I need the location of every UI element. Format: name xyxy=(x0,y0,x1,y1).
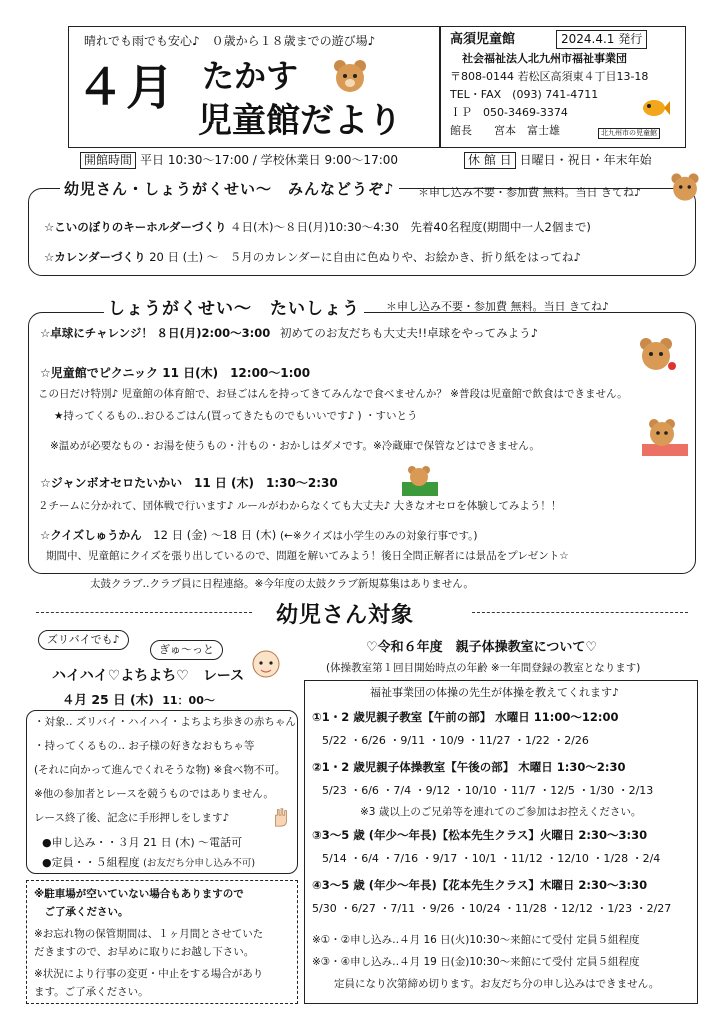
s1-row1-text: ４日(木)～８日(月)10:30～4:30 先着40名程度(期間中一人2個まで) xyxy=(230,220,591,234)
e2-line3: ※温めが必要なもの・お湯を使うもの・汁もの・おかしはダメです。※冷蔵庫で保管などはできません。 xyxy=(50,440,540,452)
section3-divider-left xyxy=(36,612,252,613)
org-name: 高須児童館 xyxy=(450,32,516,47)
operator: 社会福祉法人北九州市福祉事業団 xyxy=(462,52,627,65)
othello-bear-icon xyxy=(400,462,440,498)
closed-label: 休 館 日 xyxy=(464,152,516,169)
gym-sub: (体操教室第１回目開始時点の年齢 ※一年間登録の教室となります) xyxy=(326,662,641,674)
e4-row xyxy=(40,528,478,543)
e4-time: 12 日 (金) ～18 日 (木) xyxy=(153,528,277,542)
gym-apply2: ※③・④申し込み‥４月 19 日(金)10:30～来館にて受付 定員５組程度 xyxy=(312,956,640,968)
race-datetime xyxy=(62,692,215,708)
c2-dates: 5/23 ・6/6 ・7/4 ・9/12 ・10/10 ・11/7 ・12/5 ・1/30 ・2/13 xyxy=(322,784,654,797)
section2-note: ＊申し込み不要・参加費 無料。当日 きてね♪ xyxy=(386,300,610,313)
e1-text: 初めてのお友だちも大丈夫!!卓球をやってみよう♪ xyxy=(279,326,538,340)
race-line-2: (それに向かって進んでくれそうな物) ※食べ物不可。 xyxy=(34,764,286,776)
c2-note: ※3 歳以上のご兄弟等を連れてのご参加はお控えください。 xyxy=(360,806,642,818)
c4-dates: 5/30 ・6/27 ・7/11 ・9/26 ・10/24 ・11/28 ・12/12 ・1/23 ・2/27 xyxy=(312,902,672,915)
director: 館長 宮本 富士雄 xyxy=(450,124,560,137)
e4-title: ☆クイズしゅうかん xyxy=(40,528,142,542)
e3-title: ☆ジャンボオセロたいかい xyxy=(40,476,183,490)
gym-intro: 福祉事業団の体操の先生が体操を教えてくれます♪ xyxy=(370,686,620,699)
gym-title: ♡令和６年度 親子体操教室について♡ xyxy=(366,640,598,655)
race-cap-row xyxy=(42,856,255,870)
e2-row xyxy=(40,366,310,381)
c4-title: ④3～5 歳 (年少～年長)【花本先生クラス】木曜日 2:30～3:30 xyxy=(312,878,648,892)
c1-dates: 5/22 ・6/26 ・9/11 ・10/9 ・11/27 ・1/22 ・2/26 xyxy=(322,734,589,747)
gym-apply1: ※①・②申し込み‥４月 16 日(火)10:30～来館にて受付 定員５組程度 xyxy=(312,934,640,946)
s1-row1 xyxy=(44,220,591,234)
section3-divider-right xyxy=(472,612,688,613)
section1-title: 幼児さん・しょうがくせい～ みんなどうぞ♪ xyxy=(60,178,399,199)
gym-apply3: 定員になり次第締め切ります。お友だち分の申し込みはできません。 xyxy=(334,978,660,990)
title-line2: 児童館だより xyxy=(198,101,402,141)
picnic-bear-icon xyxy=(640,414,690,458)
e2-title: ☆児童館でピクニック xyxy=(40,366,159,380)
bear-pingpong-icon xyxy=(636,334,676,374)
e2-line1: この日だけ特別♪ 児童館の体育館で、お昼ごはんを持ってきてみんなで食べませんか？ ※普段は児童館で飲食はできません。 xyxy=(38,388,628,400)
e1-title: ☆卓球にチャレンジ！ xyxy=(40,326,153,340)
e3-time: 11 日 (木) 1:30～2:30 xyxy=(194,476,338,490)
address: 〒808-0144 若松区高須東４丁目13-18 xyxy=(450,70,649,83)
s1-row2 xyxy=(44,250,581,264)
hours-row xyxy=(80,152,398,169)
e2-time: 11 日(木) 12:00～1:00 xyxy=(162,366,311,380)
race-line-3: ※他の参加者とレースを競うものではありません。 xyxy=(34,788,274,800)
hours-text: 平日 10:30～17:00 / 学校休業日 9:00～17:00 xyxy=(140,153,399,167)
closed-text: 日曜日・祝日・年末年始 xyxy=(519,153,652,167)
month-title: ４月 xyxy=(76,60,177,116)
bear-icon xyxy=(330,56,370,96)
s1-row2-text: 20 日 (土) ～ ５月のカレンダーに自由に色ぬりや、お絵かき、折り紙をはってね♪ xyxy=(149,250,581,264)
e3-row xyxy=(40,476,338,491)
taiko-note: 太鼓クラブ‥クラブ員に日程連絡。※今年度の太鼓クラブ新規募集はありません。 xyxy=(90,578,474,590)
title-line1: たかす xyxy=(202,57,299,95)
ip: ＩＰ 050-3469-3374 xyxy=(450,106,568,119)
e4-note: (←※クイズは小学生のみの対象行事です。) xyxy=(279,530,478,542)
e1-time: ８日(月)2:00～3:00 xyxy=(156,326,271,340)
bubble-left: ズリバイでも♪ xyxy=(38,630,129,650)
s1-row1-title: ☆こいのぼりのキーホルダーづくり xyxy=(44,220,227,234)
e1-row xyxy=(40,326,538,340)
c3-dates: 5/14 ・6/4 ・7/16 ・9/17 ・10/1 ・11/12 ・12/10 ・1/28 ・2/4 xyxy=(322,852,661,865)
tel: TEL・FAX (093) 741-4711 xyxy=(450,88,599,101)
s1-row2-title: ☆カレンダーづくり xyxy=(44,250,146,264)
fish-mascot-icon xyxy=(640,96,670,120)
tagline: 晴れでも雨でも安心♪ ０歳から１８歳までの遊び場♪ xyxy=(84,34,376,48)
c2-title: ②1・2 歳児親子体操教室【午後の部】 木曜日 1:30～2:30 xyxy=(312,760,626,774)
badge: 北九州市の児童館 xyxy=(598,128,660,139)
issue-date: 2024.4.1 発行 xyxy=(556,30,647,49)
race-date: ４月 25 日 (木) xyxy=(62,692,154,707)
section1-note: ＊申し込み不要・参加費 無料。当日 きてね♪ xyxy=(418,186,642,199)
e4-text: 期間中、児童館にクイズを張り出しているので、問題を解いてみよう！後日全問正解者には景品をプレゼント☆ xyxy=(46,550,569,562)
c1-title: ①1・2 歳児親子教室【午前の部】 水曜日 11:00～12:00 xyxy=(312,710,619,724)
notice-3: だきますので、お早めに取りにお越し下さい。 xyxy=(34,946,255,958)
hand-icon xyxy=(270,806,292,828)
race-time: 11：00～ xyxy=(162,694,215,707)
c3-title: ③3～5 歳 (年少～年長)【松本先生クラス】火曜日 2:30～3:30 xyxy=(312,828,648,842)
notice-2: ※お忘れ物の保管期間は、１ヶ月間とさせていた xyxy=(34,928,264,940)
e2-line2: ★持ってくるもの‥おひるごはん(買ってきたものでもいいです♪ ) ・すいとう xyxy=(54,410,418,422)
race-line-1: ・持ってくるもの‥ お子様の好きなおもちゃ等 xyxy=(34,740,255,752)
race-cap-note: (お友だち分申し込み不可) xyxy=(143,858,256,869)
race-line-4: レース終了後、記念に手形押しをします♪ xyxy=(34,812,230,824)
e3-text: ２チームに分かれて、団体戦で行います♪ ルールがわからなくても大丈夫♪ 大きなオセロを体験してみよう！！ xyxy=(38,500,562,512)
race-cap: ●定員・・５組程度 xyxy=(42,856,140,869)
bear-icon xyxy=(668,170,702,204)
hours-label: 開館時間 xyxy=(80,152,136,169)
section3-title: 幼児さん対象 xyxy=(276,603,415,628)
notice-1: ご了承ください。 xyxy=(34,906,129,918)
notice-5: ます。ご了承ください。 xyxy=(34,986,149,998)
notice-4: ※状況により行事の変更・中止をする場合があり xyxy=(34,968,264,980)
baby-icon xyxy=(246,646,286,686)
bubble-right: ぎゅ～っと xyxy=(150,640,223,660)
race-apply: ●申し込み・・３月 21 日 (木) ～電話可 xyxy=(42,836,243,849)
race-title: ハイハイ♡よちよち♡ レース xyxy=(52,668,245,684)
race-line-0: ・対象‥ ズリバイ・ハイハイ・よちよち歩きの赤ちゃん xyxy=(34,716,296,728)
notice-0: ※駐車場が空いていない場合もありますので xyxy=(34,888,244,900)
closed-row xyxy=(464,152,652,169)
section2-title: しょうがくせい～ たいしょう xyxy=(104,294,364,319)
